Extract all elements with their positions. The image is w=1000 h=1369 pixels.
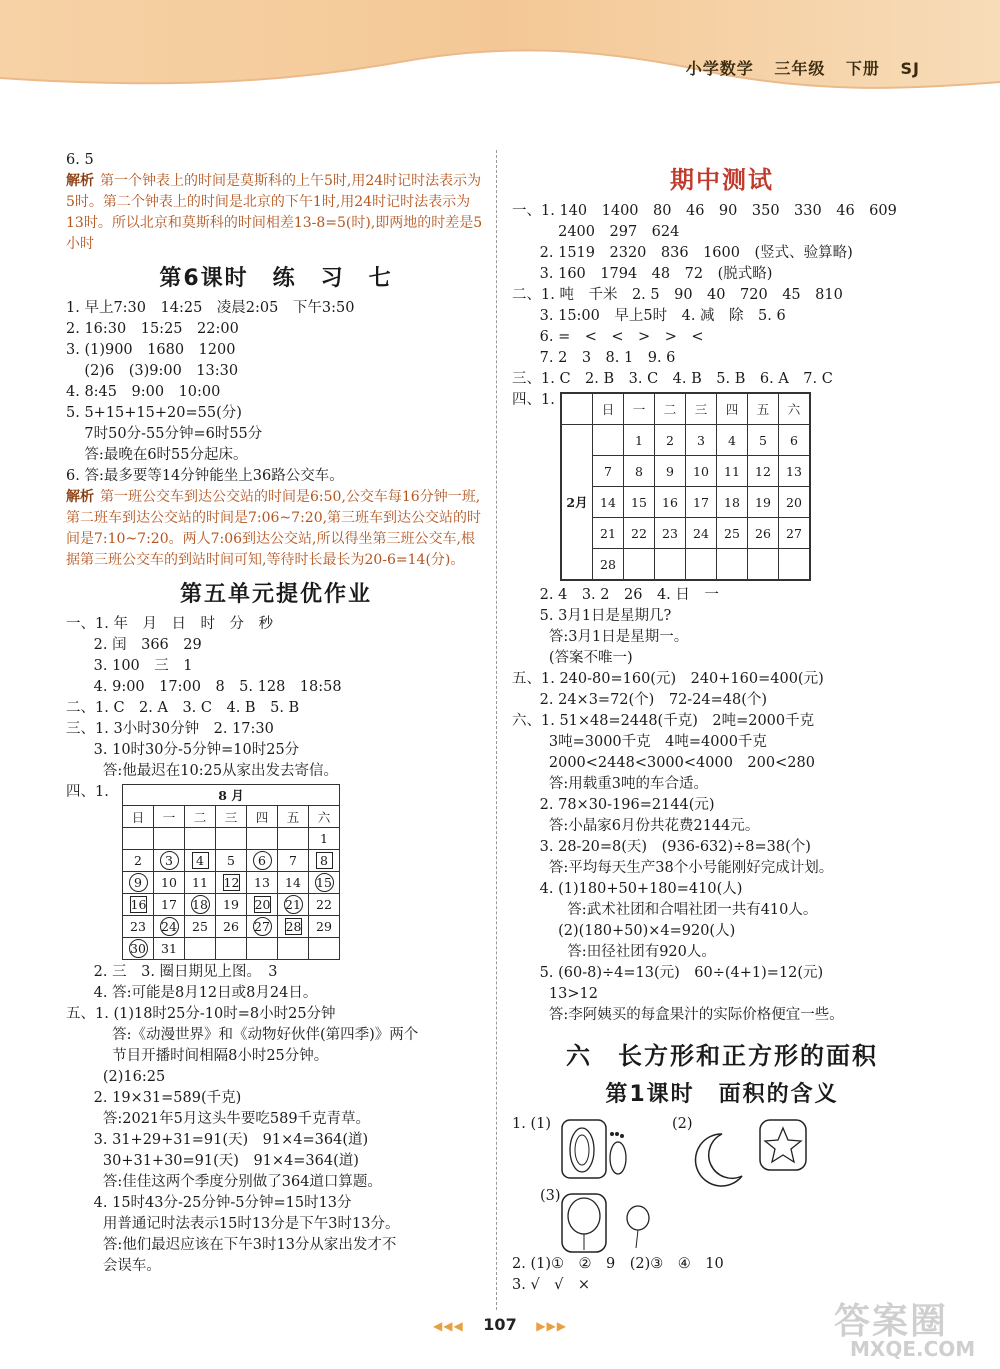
answer-line: 3. 100 三 1 <box>66 658 193 674</box>
part3-label: (3) <box>540 1188 561 1204</box>
calendar-day: 7 <box>593 456 624 487</box>
answer-line: 7时50分-55分钟=6时55分 <box>66 426 263 442</box>
left-arrows-icon: ◀◀◀ <box>433 1319 464 1333</box>
page-number: 107 <box>483 1315 517 1334</box>
date: 23 <box>130 919 146 934</box>
answer-line: 6. 5 <box>66 152 94 168</box>
calendar-day <box>278 894 309 916</box>
date: 29 <box>316 919 332 934</box>
calendar-day: 25 <box>717 518 748 549</box>
answer-line: 2. (1)① ② 9 (2)③ ④ 10 <box>512 1256 724 1272</box>
boxed-date: 20 <box>254 897 271 912</box>
calendar-day <box>309 938 340 960</box>
lesson6-answers <box>66 298 486 487</box>
answer-line: 答:武术社团和合唱社团一共有410人。 <box>512 902 818 918</box>
answer-line: 节目开播时间相隔8小时25分钟。 <box>66 1048 329 1064</box>
circled-date: 15 <box>316 875 332 890</box>
weekday-header: 二 <box>185 806 216 828</box>
calendar-day <box>154 938 185 960</box>
calendar-day: 5 <box>748 425 779 456</box>
answer-line: 2. 4 3. 2 26 4. 日 一 <box>512 587 719 603</box>
calendar-day: 20 <box>779 487 811 518</box>
calendar-day <box>655 549 686 581</box>
answer-line: 三、1. C 2. B 3. C 4. B 5. B 6. A 7. C <box>512 371 833 387</box>
midterm-answers-b <box>512 585 932 1026</box>
answer-line: 2. 19×31=589(千克) <box>66 1090 242 1106</box>
lesson6-title: 第6课时 练 习 七 <box>159 266 393 291</box>
calendar-day: 24 <box>686 518 717 549</box>
calendar-day <box>593 425 624 456</box>
calendar-day: 9 <box>655 456 686 487</box>
calendar-day <box>185 938 216 960</box>
boxed-date: 28 <box>285 919 302 934</box>
calendar-day: 17 <box>686 487 717 518</box>
date: 13 <box>254 875 270 890</box>
column-divider <box>496 150 497 1310</box>
calendar-day <box>154 916 185 938</box>
calendar-day <box>123 850 154 872</box>
answer-line: 3. 28-20=8(天) (936-632)÷8=38(个) <box>512 839 811 855</box>
calendar-day <box>216 872 247 894</box>
answer-line: 3. √ √ × <box>512 1277 591 1293</box>
book-info <box>672 56 920 79</box>
answer-line: 答:李阿姨买的每盒果汁的实际价格便宜一些。 <box>512 1007 844 1023</box>
date: 19 <box>223 897 239 912</box>
boxed-date: 4 <box>192 852 209 869</box>
calendar-day <box>309 916 340 938</box>
calendar-day <box>123 872 154 894</box>
answer-line: 2000<2448<3000<4000 200<280 <box>512 755 815 771</box>
answer-line: 答:《动漫世界》和《动物好伙伴(第四季)》两个 <box>66 1027 419 1043</box>
calendar-day <box>624 549 655 581</box>
calendar-day <box>123 828 154 850</box>
answer-line: 2. 24×3=72(个) 72-24=48(个) <box>512 692 768 708</box>
answer-line: 三、1. 3小时30分钟 2. 17:30 <box>66 721 274 737</box>
weekday-header: 一 <box>154 806 185 828</box>
unit6-lesson-title: 第1课时 面积的含义 <box>605 1082 839 1107</box>
calendar-corner <box>561 393 593 425</box>
answer-line: 5. (60-8)÷4=13(元) 60÷(4+1)=12(元) <box>512 965 824 981</box>
calendar-month: 2月 <box>561 425 593 581</box>
calendar-day: 2 <box>655 425 686 456</box>
unit6-answers <box>512 1254 932 1296</box>
answer-line: 2. 1519 2320 836 1600 (竖式、验算略) <box>512 245 853 261</box>
answer-line: 6. 答:最多要等14分钟能坐上36路公交车。 <box>66 468 344 484</box>
calendar-day: 16 <box>655 487 686 518</box>
unit5-title: 第五单元提优作业 <box>179 582 372 607</box>
watermark-logo <box>832 1293 992 1363</box>
answer-line: 1. 早上7:30 14:25 凌晨2:05 下午3:50 <box>66 300 355 316</box>
weekday-header: 日 <box>123 806 154 828</box>
q4-label: 四、1. <box>66 784 109 800</box>
calendar-day: 3 <box>686 425 717 456</box>
answer-line: 答:他们最迟应该在下午3时13分从家出发才不 <box>66 1237 397 1253</box>
calendar-day <box>185 894 216 916</box>
february-calendar <box>560 392 811 581</box>
answer-line: 3. (1)900 1680 1200 <box>66 342 236 358</box>
answer-line: 3. 10时30分-5分钟=10时25分 <box>66 742 300 758</box>
answer-line: 答:佳佳这两个季度分别做了364道口算题。 <box>66 1174 382 1190</box>
circled-date: 3 <box>160 851 179 870</box>
calendar-day <box>154 850 185 872</box>
answer-line: 2. 16:30 15:25 22:00 <box>66 321 239 337</box>
figure-drawings <box>552 1114 852 1254</box>
calendar-day <box>216 894 247 916</box>
answer-line: 13>12 <box>512 986 598 1002</box>
circled-date: 9 <box>129 873 148 892</box>
calendar-day <box>247 894 278 916</box>
answer-line: 3. 15:00 早上5时 4. 减 除 5. 6 <box>512 308 786 324</box>
answer-line: 答:田径社团有920人。 <box>512 944 716 960</box>
boxed-date: 12 <box>223 875 240 890</box>
answer-line: 2. 78×30-196=2144(元) <box>512 797 715 813</box>
calendar-day: 22 <box>624 518 655 549</box>
calendar-day <box>247 828 278 850</box>
calendar-day: 28 <box>593 549 624 581</box>
weekday-header: 六 <box>779 393 811 425</box>
note-label: 解析 <box>66 173 94 189</box>
calendar-day <box>278 828 309 850</box>
calendar-day <box>779 549 811 581</box>
circled-date: 24 <box>161 919 177 934</box>
calendar-day <box>216 828 247 850</box>
answer-line: (2)16:25 <box>66 1069 166 1085</box>
calendar-day <box>309 828 340 850</box>
date: 11 <box>192 875 208 890</box>
weekday-header: 五 <box>278 806 309 828</box>
answer-line: 一、1. 140 1400 80 46 90 350 330 46 609 <box>512 203 897 219</box>
right-column <box>512 150 932 1296</box>
calendar-day: 11 <box>717 456 748 487</box>
banner-decoration <box>0 0 1000 110</box>
right-arrows-icon: ▶▶▶ <box>536 1319 567 1333</box>
grade-label: 三年级 <box>774 59 826 78</box>
date: 10 <box>161 875 177 890</box>
calendar-day: 1 <box>624 425 655 456</box>
calendar-day <box>748 549 779 581</box>
edition-label: SJ <box>900 59 920 78</box>
answer-line: 3吨=3000千克 4吨=4000千克 <box>512 734 767 750</box>
circled-date: 18 <box>192 897 208 912</box>
answer-line: (2)6 (3)9:00 13:30 <box>66 363 239 379</box>
answer-line: 4. 答:可能是8月12日或8月24日。 <box>66 985 318 1001</box>
date: 22 <box>316 897 332 912</box>
calendar-day <box>686 549 717 581</box>
circled-date: 6 <box>253 851 272 870</box>
calendar-day: 8 <box>624 456 655 487</box>
calendar-day <box>185 828 216 850</box>
calendar-month: 8 月 <box>123 785 340 806</box>
answer-line: 二、1. C 2. A 3. C 4. B 5. B <box>66 700 300 716</box>
answer-line: 2400 297 624 <box>512 224 680 240</box>
explanation-note <box>66 171 486 255</box>
volume-label: 下册 <box>845 59 880 78</box>
calendar-day: 18 <box>717 487 748 518</box>
calendar-day <box>247 872 278 894</box>
answer-line: 五、1. (1)18时25分-10时=8小时25分钟 <box>66 1006 336 1022</box>
answer-line: 二、1. 吨 千米 2. 5 90 40 720 45 810 <box>512 287 843 303</box>
calendar-day <box>123 894 154 916</box>
answer-line: 30+31+30=91(天) 91×4=364(道) <box>66 1153 359 1169</box>
calendar-day <box>309 850 340 872</box>
calendar-day <box>247 938 278 960</box>
answer-line: 4. 15时43分-25分钟-5分钟=15时13分 <box>66 1195 352 1211</box>
circled-date: 21 <box>285 897 301 912</box>
boxed-date: 8 <box>316 852 333 869</box>
answer-line: 答:小晶家6月份共花费2144元。 <box>512 818 760 834</box>
date: 25 <box>192 919 208 934</box>
date: 14 <box>285 875 301 890</box>
weekday-header: 日 <box>593 393 624 425</box>
calendar-day: 6 <box>779 425 811 456</box>
weekday-header: 四 <box>247 806 278 828</box>
calendar-day <box>278 938 309 960</box>
circled-date: 27 <box>254 919 270 934</box>
answer-line: 答:3月1日是星期一。 <box>512 629 689 645</box>
date: 26 <box>223 919 239 934</box>
answer-line: 3. 160 1794 48 72 (脱式略) <box>512 266 773 282</box>
answer-line: 答:用载重3吨的车合适。 <box>512 776 708 792</box>
calendar-day: 12 <box>748 456 779 487</box>
calendar-day: 19 <box>748 487 779 518</box>
answer-line: (答案不唯一) <box>512 650 633 666</box>
answer-line: 4. 8:45 9:00 10:00 <box>66 384 221 400</box>
calendar-day <box>309 894 340 916</box>
balloon-figure <box>562 1194 649 1252</box>
weekday-header: 六 <box>309 806 340 828</box>
calendar-day <box>247 850 278 872</box>
weekday-header: 一 <box>624 393 655 425</box>
calendar-day: 15 <box>624 487 655 518</box>
weekday-header: 三 <box>686 393 717 425</box>
calendar-day <box>278 916 309 938</box>
calendar-day <box>185 850 216 872</box>
midterm-title: 期中测试 <box>670 166 774 194</box>
weekday-header: 二 <box>655 393 686 425</box>
answer-line: 会误车。 <box>66 1258 161 1274</box>
unit6-title: 六 长方形和正方形的面积 <box>566 1042 878 1070</box>
watermark-main: 答案圈 <box>834 1301 949 1342</box>
answer-line: 2. 三 3. 圈日期见上图。 3 <box>66 964 278 980</box>
answer-line: 用普通记时法表示15时13分是下午3时13分。 <box>66 1216 400 1232</box>
q1-label: 1. (1) <box>512 1116 551 1132</box>
date: 5 <box>227 853 235 868</box>
weekday-header: 五 <box>748 393 779 425</box>
calendar-day: 27 <box>779 518 811 549</box>
boxed-date: 16 <box>130 897 147 912</box>
note-text: 第一个钟表上的时间是莫斯科的上午5时,用24时记时法表示为5时。第二个钟表上的时间是北京的下午1时,用24时记时法表示为13时。所以北京和莫斯科的时间相差13-8=5(时),即两地的时差是5小时 <box>66 173 483 252</box>
note-label: 解析 <box>66 489 94 505</box>
left-column <box>66 150 486 1277</box>
watermark-sub: MXQE.COM <box>850 1337 976 1361</box>
calendar-day <box>216 916 247 938</box>
header-banner <box>0 0 1000 110</box>
answer-line: 答:他最迟在10:25从家出发去寄信。 <box>66 763 339 779</box>
subject-label: 小学数学 <box>685 59 754 78</box>
answer-line: 5. 5+15+15+20=55(分) <box>66 405 242 421</box>
calendar-day: 13 <box>779 456 811 487</box>
answer-line: 4. 9:00 17:00 8 5. 128 18:58 <box>66 679 342 695</box>
calendar-day: 23 <box>655 518 686 549</box>
calendar-day <box>717 549 748 581</box>
unit5-answers-b <box>66 962 486 1277</box>
calendar-day <box>185 916 216 938</box>
answer-line: (2)(180+50)×4=920(人) <box>512 923 736 939</box>
calendar-day: 4 <box>717 425 748 456</box>
answer-line: 3. 31+29+31=91(天) 91×4=364(道) <box>66 1132 369 1148</box>
answer-line: 6. = < < > > < <box>512 329 704 345</box>
answer-line: 答:2021年5月这头牛要吃589千克青草。 <box>66 1111 371 1127</box>
answer-line: 7. 2 3 8. 1 9. 6 <box>512 350 676 366</box>
footprint-figure <box>562 1120 626 1178</box>
date: 1 <box>320 831 328 846</box>
note-text: 第一班公交车到达公交站的时间是6:50,公交车每16分钟一班,第二班车到达公交站的时间是7:06~7:20,第三班车到达公交站的时间是7:10~7:20。两人7:06到达公交站,所以得坐第三班公交车,根据第三班公交车的到站时间可知,等待时长最长为20-6=14(分)。 <box>66 489 482 568</box>
calendar-day: 26 <box>748 518 779 549</box>
answer-line: 一、1. 年 月 日 时 分 秒 <box>66 616 273 632</box>
calendar-day <box>309 872 340 894</box>
circled-date: 30 <box>130 941 146 956</box>
calendar-day: 21 <box>593 518 624 549</box>
q4-label: 四、1. <box>512 392 555 408</box>
august-calendar <box>122 784 340 960</box>
date: 2 <box>134 853 142 868</box>
date: 17 <box>161 897 177 912</box>
calendar-day <box>185 872 216 894</box>
calendar-day: 10 <box>686 456 717 487</box>
star-figure <box>760 1120 806 1170</box>
answer-line: 5. 3月1日是星期几? <box>512 608 672 624</box>
answer-line: 六、1. 51×48=2448(千克) 2吨=2000千克 <box>512 713 815 729</box>
explanation-note <box>66 487 486 571</box>
part2-label: (2) <box>672 1116 693 1132</box>
calendar-day <box>123 916 154 938</box>
area-figures <box>512 1114 932 1254</box>
calendar-day <box>216 938 247 960</box>
answer-line: 答:最晚在6时55分起床。 <box>66 447 248 463</box>
calendar-day <box>278 850 309 872</box>
midterm-answers-a <box>512 201 932 390</box>
answer-line: 2. 闰 366 29 <box>66 637 202 653</box>
calendar-day <box>278 872 309 894</box>
calendar-day <box>216 850 247 872</box>
weekday-header: 三 <box>216 806 247 828</box>
date: 31 <box>161 941 177 956</box>
answer-line: 答:平均每天生产38个小号能刚好完成计划。 <box>512 860 834 876</box>
answer-line: 4. (1)180+50+180=410(人) <box>512 881 743 897</box>
moon-figure <box>696 1134 742 1186</box>
calendar-day <box>154 894 185 916</box>
calendar-day <box>154 828 185 850</box>
calendar-day <box>154 872 185 894</box>
unit5-answers-a <box>66 614 486 782</box>
answer-line: 五、1. 240-80=160(元) 240+160=400(元) <box>512 671 824 687</box>
calendar-day: 14 <box>593 487 624 518</box>
calendar-day <box>123 938 154 960</box>
weekday-header: 四 <box>717 393 748 425</box>
date: 7 <box>289 853 297 868</box>
calendar-day <box>247 916 278 938</box>
